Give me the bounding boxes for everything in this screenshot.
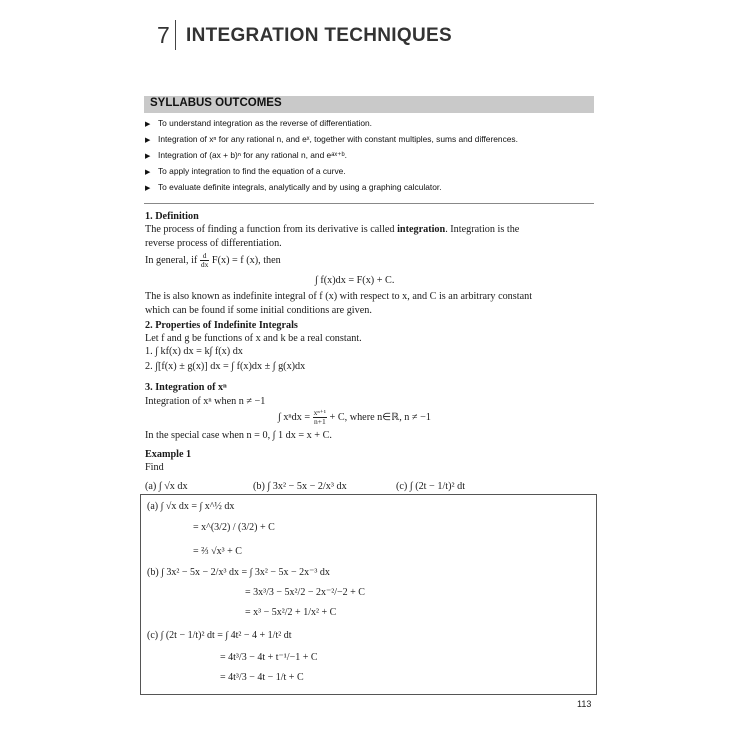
syllabus-outcomes-list xyxy=(145,118,600,198)
example-part-c: (c) ∫ (2t − 1/t)² dt xyxy=(396,481,466,492)
properties-intro: Let f and g be functions of x and k be a real constant. xyxy=(145,333,362,344)
power-formula: ∫ xⁿdx = $\frac{\text{xⁿ⁺¹}}{n+1}$ + C, where n∈ℝ, n ≠ −1 xyxy=(278,408,431,426)
solution-c-line-3: = 4t³/3 − 4t − 1/t + C xyxy=(220,672,304,683)
power-intro: Integration of xⁿ when n ≠ −1 xyxy=(145,396,266,407)
property-2: 2. ∫[f(x) ± g(x)] dx = ∫ f(x)dx ± ∫ g(x)dx xyxy=(145,361,306,372)
example-heading: Example 1 xyxy=(145,449,192,460)
solution-a-line-2: = x^(3/2) / (3/2) + C xyxy=(193,522,275,533)
power-special-case: In the special case when n = 0, ∫ 1 dx = x + C. xyxy=(145,430,332,441)
definition-heading: 1. Definition xyxy=(145,211,199,222)
example-part-b: (b) ∫ 3x² − 5x − 2/x³ dx xyxy=(253,481,347,492)
solution-a-line-1: (a) ∫ √x dx = ∫ x^½ dx xyxy=(147,501,235,512)
power-heading: 3. Integration of xⁿ xyxy=(145,382,227,393)
definition-line-4: which can be found if some initial conditions are given. xyxy=(145,305,372,316)
list-item: ▶ To apply integration to find the equation of a curve. xyxy=(145,166,346,176)
chapter-divider xyxy=(175,20,176,50)
chapter-number: 7 xyxy=(157,22,170,48)
solution-c-line-2: = 4t³/3 − 4t + t⁻¹/−1 + C xyxy=(220,652,318,663)
definition-general: In general, if $\frac{d}{dx}$ F(x) = f (x), then xyxy=(145,251,281,269)
list-item: ▶ To understand integration as the reverse of differentiation. xyxy=(145,118,373,128)
power-fraction: $\frac{\text{xⁿ⁺¹}}{n+1}$ xyxy=(313,408,326,426)
section-divider xyxy=(144,203,594,204)
derivative-fraction: $\frac{d}{dx}$ xyxy=(200,251,209,269)
definition-line-2: reverse process of differentiation. xyxy=(145,238,282,249)
syllabus-title: SYLLABUS OUTCOMES xyxy=(150,97,282,109)
definition-line-1: The process of finding a function from its derivative is called integration. Integration is the xyxy=(145,224,520,235)
properties-heading: 2. Properties of Indefinite Integrals xyxy=(145,320,298,331)
list-item: ▶ To evaluate definite integrals, analytically and by using a graphing calculator. xyxy=(145,182,442,192)
bullet-triangle-icon: ▶ xyxy=(145,169,151,176)
solution-b-line-3: = x³ − 5x²/2 + 1/x² + C xyxy=(245,607,337,618)
definition-formula: ∫ f(x)dx = F(x) + C. xyxy=(315,275,395,286)
solution-c-line-1: (c) ∫ (2t − 1/t)² dt = ∫ 4t² − 4 + 1/t² dt xyxy=(147,630,292,641)
bullet-triangle-icon: ▶ xyxy=(145,153,151,160)
property-1: 1. ∫ kf(x) dx = k∫ f(x) dx xyxy=(145,346,243,357)
example-part-a: (a) ∫ √x dx xyxy=(145,481,188,492)
solution-b-line-1: (b) ∫ 3x² − 5x − 2/x³ dx = ∫ 3x² − 5x − 2x⁻³ dx xyxy=(147,567,330,578)
bullet-triangle-icon: ▶ xyxy=(145,137,151,144)
bullet-triangle-icon: ▶ xyxy=(145,185,151,192)
list-item: ▶ Integration of (ax + b)ⁿ for any rational n, and eᵃˣ⁺ᵇ. xyxy=(145,150,347,160)
solution-a-line-3: = ⅔ √x³ + C xyxy=(193,546,242,557)
page-number: 113 xyxy=(577,699,592,709)
example-find: Find xyxy=(145,462,164,473)
chapter-title: INTEGRATION TECHNIQUES xyxy=(186,25,452,46)
bullet-triangle-icon: ▶ xyxy=(145,121,151,128)
solution-b-line-2: = 3x³/3 − 5x²/2 − 2x⁻²/−2 + C xyxy=(245,587,365,598)
definition-line-3: The is also known as indefinite integral of f (x) with respect to x, and C is an arbitrary constant xyxy=(145,291,533,302)
list-item: ▶ Integration of xⁿ for any rational n, and eˣ, together with constant multiples, sums and differences. xyxy=(145,134,518,144)
